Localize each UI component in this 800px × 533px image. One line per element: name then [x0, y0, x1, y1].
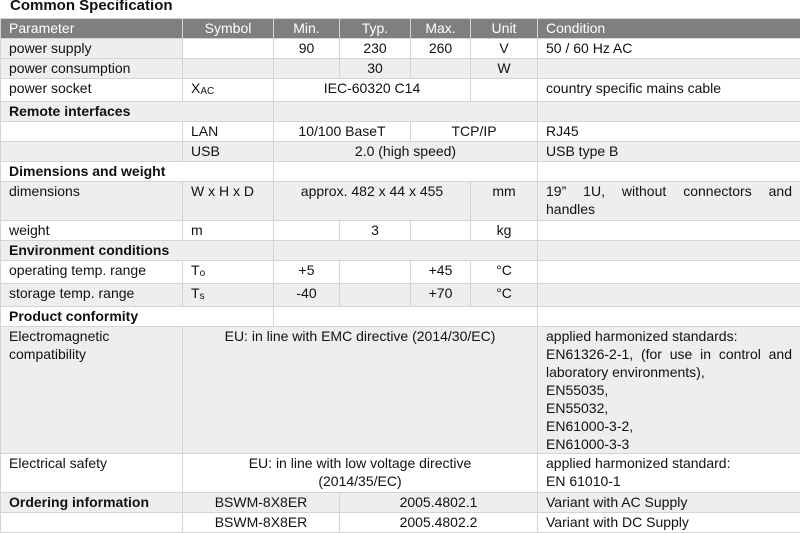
table-row: [1, 182, 800, 221]
section-row: [1, 102, 800, 122]
empty-cell: [411, 59, 471, 79]
order-variant: Variant with DC Supply: [538, 513, 800, 533]
section-product-conformity: Product conformity: [1, 307, 274, 327]
empty-cell: [274, 241, 538, 261]
order-number: 2005.4802.1: [340, 493, 538, 513]
power-socket-value: IEC-60320 C14: [274, 79, 471, 102]
table-row: [1, 454, 800, 493]
safety-value: [183, 454, 538, 493]
power-supply-condition: 50 / 60 Hz AC: [538, 39, 800, 59]
col-header-typ: Typ.: [340, 19, 411, 39]
table-row: [1, 327, 800, 454]
page-title: Common Specification: [10, 0, 173, 15]
param-power-consumption: power consumption: [1, 59, 183, 79]
empty-cell: [538, 284, 800, 307]
usb-condition: USB type B: [538, 142, 800, 162]
symbol-main: T: [191, 285, 200, 301]
empty-cell: [183, 59, 274, 79]
param-power-supply: power supply: [1, 39, 183, 59]
table-header-row: [1, 19, 800, 39]
lan-condition: RJ45: [538, 122, 800, 142]
dimensions-symbol: W x H x D: [183, 182, 274, 221]
empty-cell: [340, 261, 411, 284]
empty-cell: [340, 284, 411, 307]
empty-cell: [471, 79, 538, 102]
empty-cell: [538, 241, 800, 261]
emc-condition-line: EN61000-3-2,: [546, 417, 792, 435]
power-socket-symbol: [183, 79, 274, 102]
param-power-socket: power socket: [1, 79, 183, 102]
safety-condition: [538, 454, 800, 493]
col-header-symbol: Symbol: [183, 19, 274, 39]
power-supply-typ: 230: [340, 39, 411, 59]
power-consumption-typ: 30: [340, 59, 411, 79]
empty-cell: [274, 221, 340, 241]
table-row: [1, 142, 800, 162]
table-row: [1, 59, 800, 79]
dimensions-unit: mm: [471, 182, 538, 221]
symbol-subscript: AC: [200, 86, 214, 97]
power-supply-max: 260: [411, 39, 471, 59]
table-row: [1, 284, 800, 307]
empty-cell: [538, 102, 800, 122]
section-remote-interfaces: Remote interfaces: [1, 102, 274, 122]
operating-temp-min: +5: [274, 261, 340, 284]
empty-cell: [274, 162, 538, 182]
storage-temp-unit: °C: [471, 284, 538, 307]
col-header-parameter: Parameter: [1, 19, 183, 39]
table-row: [1, 39, 800, 59]
emc-condition-line: EN61000-3-3: [546, 435, 792, 453]
storage-temp-symbol: [183, 284, 274, 307]
param-operating-temp: operating temp. range: [1, 261, 183, 284]
order-model: BSWM-8X8ER: [183, 493, 340, 513]
order-number: 2005.4802.2: [340, 513, 538, 533]
lan-speed: 10/100 BaseT: [274, 122, 411, 142]
param-dimensions: dimensions: [1, 182, 183, 221]
safety-value-line: (2014/35/EC): [191, 472, 529, 490]
symbol-main: T: [191, 262, 200, 278]
col-header-min: Min.: [274, 19, 340, 39]
power-consumption-unit: W: [471, 59, 538, 79]
safety-condition-line: EN 61010-1: [546, 472, 792, 490]
storage-temp-min: -40: [274, 284, 340, 307]
param-storage-temp: storage temp. range: [1, 284, 183, 307]
empty-cell: [538, 59, 800, 79]
dimensions-condition: 19” 1U, without connectors and handles: [538, 182, 800, 221]
operating-temp-max: +45: [411, 261, 471, 284]
param-emc: Electromagnetic compatibility: [1, 327, 183, 454]
weight-unit: kg: [471, 221, 538, 241]
table-row: [1, 79, 800, 102]
empty-cell: [538, 162, 800, 182]
empty-cell: [538, 221, 800, 241]
symbol-main: X: [191, 80, 200, 96]
empty-cell: [1, 142, 183, 162]
emc-condition-line: applied harmonized standards:: [546, 327, 792, 345]
empty-cell: [274, 59, 340, 79]
operating-temp-unit: °C: [471, 261, 538, 284]
col-header-max: Max.: [411, 19, 471, 39]
section-row: [1, 162, 800, 182]
empty-cell: [183, 39, 274, 59]
param-electrical-safety: Electrical safety: [1, 454, 183, 493]
power-socket-condition: country specific mains cable: [538, 79, 800, 102]
symbol-subscript: s: [200, 291, 205, 302]
empty-cell: [274, 102, 538, 122]
table-row: [1, 493, 800, 513]
section-row: [1, 307, 800, 327]
empty-cell: [274, 307, 538, 327]
empty-cell: [411, 221, 471, 241]
table-row: [1, 122, 800, 142]
usb-symbol: USB: [183, 142, 274, 162]
power-supply-unit: V: [471, 39, 538, 59]
usb-speed: 2.0 (high speed): [274, 142, 538, 162]
section-environment: Environment conditions: [1, 241, 274, 261]
storage-temp-max: +70: [411, 284, 471, 307]
operating-temp-symbol: [183, 261, 274, 284]
safety-condition-line: applied harmonized standard:: [546, 454, 792, 472]
empty-cell: [538, 261, 800, 284]
dimensions-value: approx. 482 x 44 x 455: [274, 182, 471, 221]
empty-cell: [1, 122, 183, 142]
order-variant: Variant with AC Supply: [538, 493, 800, 513]
empty-cell: [538, 307, 800, 327]
param-weight: weight: [1, 221, 183, 241]
emc-condition-line: EN55032,: [546, 399, 792, 417]
emc-condition-line: EN55035,: [546, 381, 792, 399]
spec-table: [0, 18, 800, 533]
weight-typ: 3: [340, 221, 411, 241]
table-row: [1, 221, 800, 241]
col-header-unit: Unit: [471, 19, 538, 39]
emc-condition: [538, 327, 800, 454]
section-ordering-information: Ordering information: [1, 493, 183, 513]
symbol-subscript: o: [200, 268, 206, 279]
col-header-condition: Condition: [538, 19, 800, 39]
emc-value: EU: in line with EMC directive (2014/30/EC): [183, 327, 538, 454]
lan-protocol: TCP/IP: [411, 122, 538, 142]
lan-symbol: LAN: [183, 122, 274, 142]
section-dimensions-weight: Dimensions and weight: [1, 162, 274, 182]
safety-value-line: EU: in line with low voltage directive: [191, 454, 529, 472]
weight-symbol: m: [183, 221, 274, 241]
order-model: BSWM-8X8ER: [183, 513, 340, 533]
emc-condition-line: EN61326-2-1, (for use in control and laboratory environments),: [546, 345, 792, 381]
table-row: [1, 261, 800, 284]
section-row: [1, 241, 800, 261]
power-supply-min: 90: [274, 39, 340, 59]
